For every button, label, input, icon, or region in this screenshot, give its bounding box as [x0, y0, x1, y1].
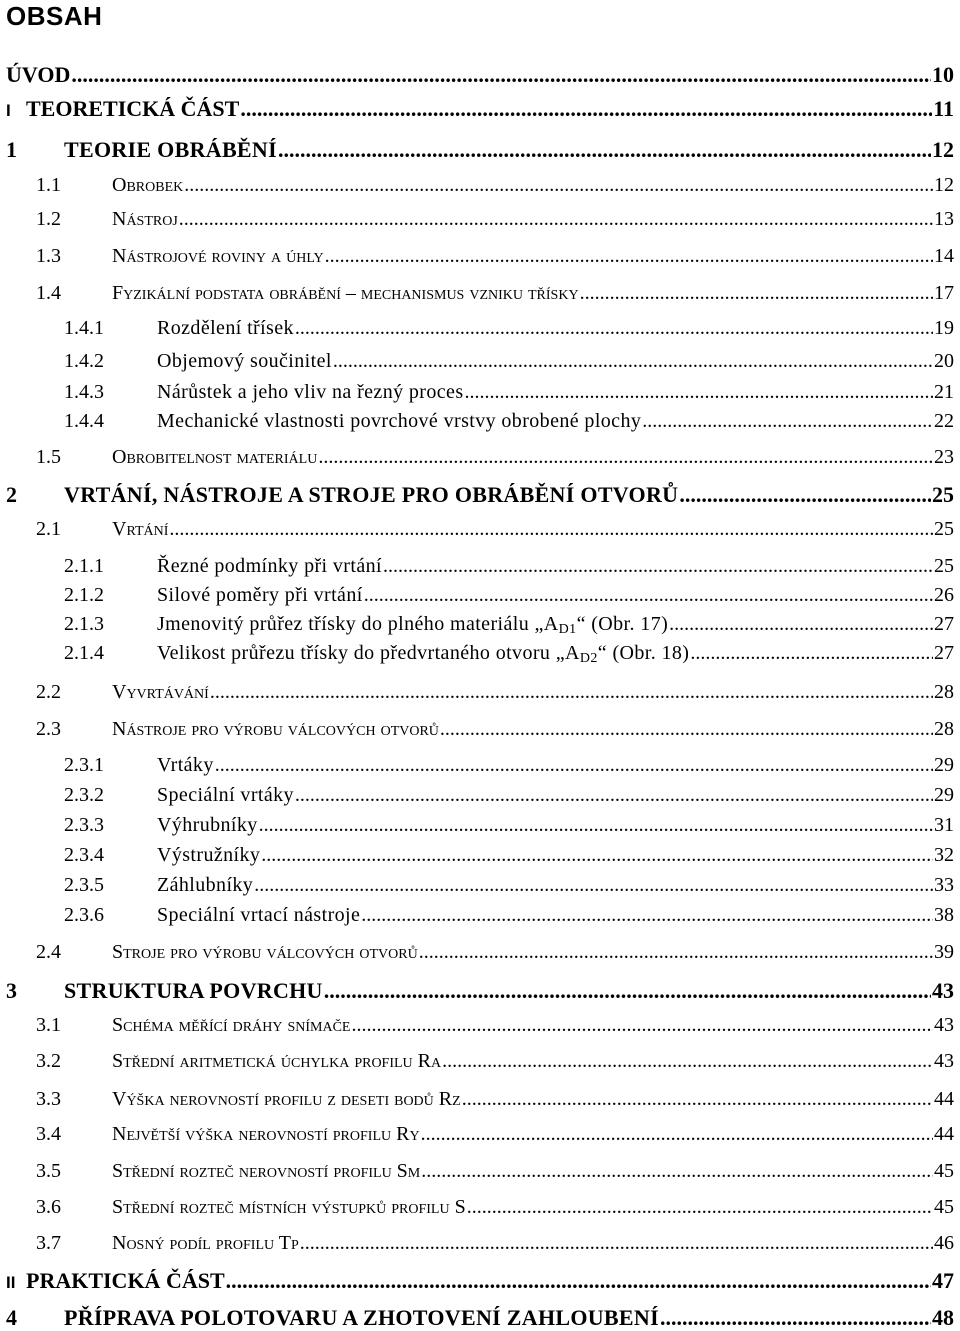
- toc-entry-label: [157, 642, 689, 667]
- toc-entry-label: [112, 518, 168, 541]
- toc-entry-label-text: Silové poměry při vrtání: [157, 584, 363, 606]
- toc-entry[interactable]: [36, 174, 954, 197]
- toc-entry-label-text: PRAKTICKÁ ČÁST: [26, 1268, 225, 1293]
- dot-leader: [169, 518, 933, 541]
- toc-entry-label: [112, 1196, 466, 1219]
- toc-entry-label: [112, 1232, 299, 1255]
- toc-entry[interactable]: [64, 642, 954, 667]
- toc-entry[interactable]: [64, 904, 954, 927]
- toc-entry-page-number: 28: [934, 718, 954, 740]
- toc-entry-number: 2.1: [36, 518, 61, 540]
- toc-entry-page-number: 45: [934, 1196, 954, 1218]
- toc-entry[interactable]: [6, 482, 954, 508]
- toc-entry-page-number: 22: [934, 410, 954, 432]
- toc-entry-label-text: Schéma měřící dráhy snímače: [112, 1014, 351, 1036]
- toc-entry-label-text: Fyzikální podstata obrábění – mechanismus vzniku třísky: [112, 282, 579, 304]
- toc-entry-label-text: TEORETICKÁ ČÁST: [26, 96, 240, 121]
- dot-leader: [419, 941, 933, 964]
- dot-leader: [440, 718, 933, 741]
- toc-entry-label-text: Nástroje pro výrobu válcových otvorů: [112, 718, 439, 740]
- toc-entry[interactable]: [6, 978, 954, 1004]
- toc-entry-label: [112, 446, 317, 469]
- toc-entry-page-number: 11: [933, 96, 954, 121]
- toc-entry-number: 2.2: [36, 681, 61, 703]
- toc-entry-number: 2.3.6: [64, 904, 104, 926]
- toc-entry-label-text: Vyvrtávání: [112, 681, 209, 703]
- toc-entry-label-text: Výška nerovností profilu z deseti bodů Rz: [112, 1088, 461, 1110]
- toc-entry-number: 3.6: [36, 1196, 61, 1218]
- toc-entry-label-text: Výstružníky: [157, 844, 261, 866]
- dot-leader: [669, 613, 933, 636]
- toc-entry-number: 3.3: [36, 1088, 61, 1110]
- toc-entry-label: [112, 941, 418, 964]
- toc-entry-number: 1.2: [36, 208, 61, 230]
- toc-entry-label: [112, 1160, 420, 1183]
- toc-entry[interactable]: [36, 1232, 954, 1255]
- toc-entry-page-number: 38: [934, 904, 954, 926]
- toc-entry-label: [112, 245, 324, 268]
- toc-entry[interactable]: [64, 874, 954, 897]
- toc-entry-page-number: 29: [934, 754, 954, 776]
- toc-entry[interactable]: [36, 681, 954, 704]
- dot-leader: [421, 1160, 933, 1183]
- dot-leader: [179, 208, 933, 231]
- toc-entry-number: 1.4.2: [64, 350, 104, 372]
- toc-entry[interactable]: [36, 282, 954, 305]
- dot-leader: [364, 584, 933, 607]
- toc-entry[interactable]: [36, 446, 954, 469]
- dot-leader: [361, 904, 933, 927]
- toc-entry-number: II: [6, 1273, 16, 1292]
- toc-entry-number: 3.1: [36, 1014, 61, 1036]
- toc-entry-label-text: Střední rozteč místních výstupků profilu S: [112, 1196, 466, 1218]
- toc-entry-label: [157, 410, 641, 433]
- dot-leader: [351, 1014, 933, 1037]
- toc-entry-page-number: 48: [932, 1305, 954, 1330]
- toc-entry-label-tail: “ (Obr. 18): [597, 642, 690, 664]
- toc-entry[interactable]: [6, 62, 954, 88]
- dot-leader: [300, 1232, 933, 1255]
- toc-entry-label-text: Obrobitelnost materiálu: [112, 446, 318, 468]
- toc-entry-label: [112, 718, 439, 741]
- toc-entry-label: [112, 1088, 461, 1111]
- toc-entry-page-number: 20: [934, 350, 954, 372]
- dot-leader: [71, 62, 931, 88]
- toc-entry-number: 4: [6, 1305, 17, 1330]
- dot-leader: [660, 1305, 931, 1331]
- dot-leader: [226, 1268, 931, 1294]
- dot-leader: [240, 96, 932, 122]
- dot-leader: [325, 245, 933, 268]
- toc-entry-number: 2.1.4: [64, 642, 104, 664]
- toc-entry-page-number: 25: [932, 482, 954, 507]
- toc-entry-label: [64, 978, 323, 1004]
- toc-entry-page-number: 14: [934, 245, 954, 267]
- toc-entry-label-text: Vrtáky: [157, 754, 214, 776]
- toc-entry-page-number: 32: [934, 844, 954, 866]
- dot-leader: [690, 642, 933, 665]
- dot-leader: [642, 410, 933, 433]
- toc-entry-page-number: 26: [934, 584, 954, 606]
- toc-entry-label: [157, 844, 260, 867]
- toc-entry-label-text: Nosný podíl profilu Tp: [112, 1232, 299, 1254]
- toc-entry[interactable]: [36, 1014, 954, 1037]
- toc-entry-number: 1.4.3: [64, 381, 104, 403]
- toc-entry-label-text: Stroje pro výrobu válcových otvorů: [112, 941, 418, 963]
- dot-leader: [215, 754, 933, 777]
- dot-leader: [442, 1050, 933, 1073]
- toc-entry-label: [157, 584, 363, 607]
- toc-entry[interactable]: [64, 410, 954, 433]
- toc-entry[interactable]: [64, 754, 954, 777]
- dot-leader: [679, 482, 931, 508]
- dot-leader: [295, 784, 933, 807]
- toc-entry-label: [112, 208, 178, 231]
- toc-entry[interactable]: [36, 1123, 954, 1146]
- dot-leader: [259, 814, 933, 837]
- toc-entry-page-number: 43: [934, 1050, 954, 1072]
- dot-leader: [580, 282, 933, 305]
- toc-entry-label: [112, 681, 209, 704]
- toc-entry-number: 1: [6, 137, 17, 162]
- dot-leader: [467, 1196, 933, 1219]
- toc-entry[interactable]: [64, 584, 954, 607]
- dot-leader: [184, 174, 933, 197]
- toc-entry-label: [64, 1305, 659, 1331]
- toc-entry[interactable]: [64, 613, 954, 638]
- toc-entry-page-number: 29: [934, 784, 954, 806]
- toc-entry-page-number: 10: [932, 62, 954, 87]
- toc-entry-page-number: 43: [934, 1014, 954, 1036]
- toc-entry-page-number: 44: [934, 1123, 954, 1145]
- toc-entry-page-number: 23: [934, 446, 954, 468]
- toc-entry-number: 2.3.1: [64, 754, 104, 776]
- toc-entry-label-text: PŘÍPRAVA POLOTOVARU A ZHOTOVENÍ ZAHLOUBENÍ: [64, 1305, 659, 1330]
- toc-entry-number: 2.1.3: [64, 613, 104, 635]
- toc-entry-label: [112, 1123, 420, 1146]
- toc-entry[interactable]: [64, 555, 954, 578]
- toc-entry-number: 2.4: [36, 941, 61, 963]
- toc-entry-label-text: VRTÁNÍ, NÁSTROJE A STROJE PRO OBRÁBĚNÍ OTVORŮ: [64, 482, 679, 507]
- toc-entry-page-number: 12: [934, 174, 954, 196]
- toc-entry-subscript: D1: [558, 622, 577, 637]
- toc-entry-number: 1.4.1: [64, 317, 104, 339]
- toc-entry-number: 3.2: [36, 1050, 61, 1072]
- page-title: OBSAH: [6, 1, 103, 31]
- toc-entry-page-number: 28: [934, 681, 954, 703]
- toc-entry-number: 3.7: [36, 1232, 61, 1254]
- toc-entry-label: [64, 137, 277, 163]
- toc-entry-label-text: Nástrojové roviny a úhly: [112, 245, 324, 267]
- toc-entry[interactable]: [36, 1160, 954, 1183]
- toc-entry-label-text: Výhrubníky: [157, 814, 258, 836]
- toc-entry-label: [112, 282, 579, 305]
- toc-entry-label-text: Záhlubníky: [157, 874, 254, 896]
- toc-entry-label: [157, 317, 294, 340]
- toc-entry-number: 2.3.2: [64, 784, 104, 806]
- toc-entry-label: [6, 62, 70, 88]
- toc-entry-label-text: Mechanické vlastnosti povrchové vrstvy obrobené plochy: [157, 410, 642, 432]
- toc-entry-label: [157, 874, 253, 897]
- toc-entry-page-number: 44: [934, 1088, 954, 1110]
- toc-entry-label-text: ÚVOD: [6, 62, 71, 87]
- toc-entry-label: [157, 555, 382, 578]
- toc-entry[interactable]: [6, 96, 954, 122]
- toc-entry-label: [112, 174, 183, 197]
- toc-entry[interactable]: [64, 350, 954, 373]
- toc-entry-label-text: Speciální vrtací nástroje: [157, 904, 361, 926]
- toc-entry-label-text: Rozdělení třísek: [157, 317, 294, 339]
- toc-entry-label: [26, 96, 239, 122]
- toc-entry-number: 2.3.5: [64, 874, 104, 896]
- toc-entry-label-text: Nástroj: [112, 208, 178, 230]
- toc-entry[interactable]: [6, 1305, 954, 1331]
- toc-entry-label-text: STRUKTURA POVRCHU: [64, 978, 323, 1003]
- toc-entry-label: [112, 1050, 441, 1073]
- toc-entry-label: [64, 482, 678, 508]
- toc-entry-label-text: Řezné podmínky při vrtání: [157, 555, 382, 577]
- toc-entry-number: 2: [6, 482, 17, 507]
- dot-leader: [421, 1123, 933, 1146]
- toc-entry-number: 1.5: [36, 446, 61, 468]
- toc-entry-number: 2.3.4: [64, 844, 104, 866]
- toc-entry-number: 2.1.1: [64, 555, 104, 577]
- toc-entry-label: [26, 1268, 225, 1294]
- toc-entry-page-number: 31: [934, 814, 954, 836]
- toc-entry-page-number: 47: [932, 1268, 954, 1293]
- dot-leader: [465, 381, 933, 404]
- toc-entry-page-number: 13: [934, 208, 954, 230]
- toc-entry-number: I: [6, 101, 11, 120]
- toc-entry-page-number: 25: [934, 518, 954, 540]
- toc-entry[interactable]: [36, 1088, 954, 1111]
- toc-entry[interactable]: [64, 784, 954, 807]
- toc-entry-label-text: Nárůstek a jeho vliv na řezný proces: [157, 381, 464, 403]
- toc-entry[interactable]: [36, 1196, 954, 1219]
- toc-entry[interactable]: [6, 1268, 954, 1294]
- toc-entry-page-number: 33: [934, 874, 954, 896]
- toc-entry-label-text: Největší výška nerovností profilu Ry: [112, 1123, 420, 1145]
- toc-entry-number: 2.3.3: [64, 814, 104, 836]
- toc-entry[interactable]: [36, 518, 954, 541]
- toc-entry-label-text: Speciální vrtáky: [157, 784, 294, 806]
- toc-entry-page-number: 19: [934, 317, 954, 339]
- toc-entry-label-text: Objemový součinitel: [157, 350, 332, 372]
- dot-leader: [333, 350, 933, 373]
- toc-entry-label: [157, 754, 214, 777]
- toc-entry-label-tail: “ (Obr. 17): [576, 613, 669, 635]
- toc-entry-label: [157, 350, 332, 373]
- toc-entry-label: [157, 784, 294, 807]
- toc-entry-number: 2.3: [36, 718, 61, 740]
- toc-entry-page-number: 12: [932, 137, 954, 162]
- dot-leader: [324, 978, 931, 1004]
- toc-entry-page-number: 43: [932, 978, 954, 1003]
- toc-entry[interactable]: [36, 941, 954, 964]
- toc-entry-number: 1.4: [36, 282, 61, 304]
- toc-entry[interactable]: [36, 718, 954, 741]
- dot-leader: [318, 446, 933, 469]
- toc-entry-number: 1.4.4: [64, 410, 104, 432]
- toc-entry[interactable]: [64, 381, 954, 404]
- toc-entry[interactable]: [6, 137, 954, 163]
- toc-entry-number: 1.3: [36, 245, 61, 267]
- toc-entry-page-number: 45: [934, 1160, 954, 1182]
- dot-leader: [210, 681, 933, 704]
- toc-entry-label: [112, 1014, 350, 1037]
- toc-entry-page-number: 17: [934, 282, 954, 304]
- toc-entry[interactable]: [64, 317, 954, 340]
- dot-leader: [254, 874, 933, 897]
- dot-leader: [383, 555, 933, 578]
- toc-entry[interactable]: [36, 208, 954, 231]
- toc-entry-page-number: 39: [934, 941, 954, 963]
- toc-entry-label-text: Střední aritmetická úchylka profilu Ra: [112, 1050, 442, 1072]
- toc-entry-label-text: Vrtání: [112, 518, 169, 540]
- dot-leader: [278, 137, 931, 163]
- toc-entry-subscript: D2: [579, 651, 598, 666]
- toc-entry-page-number: 21: [934, 381, 954, 403]
- toc-entry-label: [157, 814, 258, 837]
- toc-entry-label: [157, 613, 668, 638]
- dot-leader: [261, 844, 933, 867]
- dot-leader: [295, 317, 933, 340]
- toc-entry-page-number: 27: [934, 642, 954, 664]
- toc-entry-page-number: 25: [934, 555, 954, 577]
- toc-entry[interactable]: [36, 245, 954, 268]
- toc-entry[interactable]: [36, 1050, 954, 1073]
- toc-entry-number: 3.5: [36, 1160, 61, 1182]
- toc-entry-number: 1.1: [36, 174, 61, 196]
- dot-leader: [462, 1088, 933, 1111]
- toc-entry-label-text: Střední rozteč nerovností profilu Sm: [112, 1160, 421, 1182]
- toc-entry-number: 3: [6, 978, 17, 1003]
- toc-entry-label-text: TEORIE OBRÁBĚNÍ: [64, 137, 277, 162]
- toc-entry-label-text: Jmenovitý průřez třísky do plného materiálu „A: [157, 613, 559, 635]
- toc-entry-label-text: Obrobek: [112, 174, 184, 196]
- toc-entry-label: [157, 381, 464, 404]
- toc-entry-page-number: 46: [934, 1232, 954, 1254]
- toc-entry-label-text: Velikost průřezu třísky do předvrtaného otvoru „A: [157, 642, 580, 664]
- toc-entry-number: 3.4: [36, 1123, 61, 1145]
- toc-entry-number: 2.1.2: [64, 584, 104, 606]
- toc-entry-label: [157, 904, 360, 927]
- toc-entry[interactable]: [64, 844, 954, 867]
- toc-entry-page-number: 27: [934, 613, 954, 635]
- toc-entry[interactable]: [64, 814, 954, 837]
